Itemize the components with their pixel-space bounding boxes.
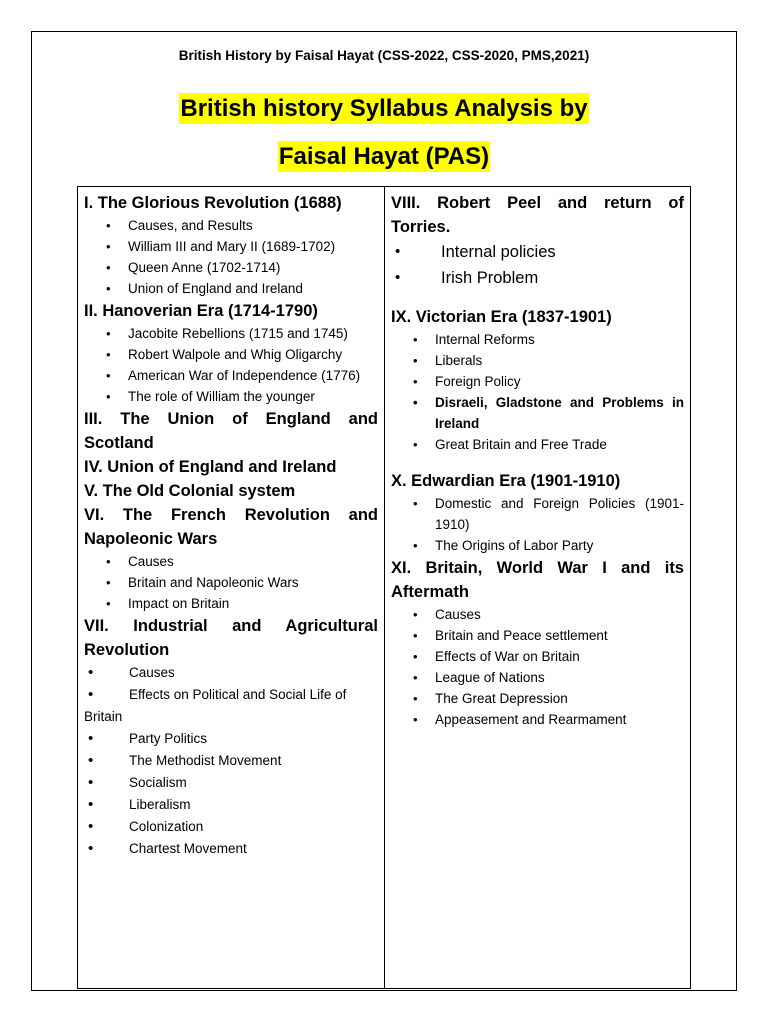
section-heading: VII. Industrial and Agricultural Revolution bbox=[84, 617, 378, 659]
list-item: • Causes bbox=[106, 551, 378, 572]
topic-list bbox=[84, 551, 378, 614]
list-item: • Union of England and Ireland bbox=[106, 278, 378, 299]
left-column bbox=[78, 187, 385, 988]
title-line-2: Faisal Hayat (PAS) bbox=[278, 143, 490, 170]
list-item: • Internal Reforms bbox=[413, 329, 684, 350]
section-heading: I. The Glorious Revolution (1688) bbox=[84, 194, 342, 212]
list-item: • Internal policies bbox=[391, 239, 684, 265]
list-item: • Robert Walpole and Whig Oligarchy bbox=[106, 344, 378, 365]
topic-list bbox=[391, 604, 684, 730]
list-item: • The Great Depression bbox=[413, 688, 684, 709]
list-item: • Causes, and Results bbox=[106, 215, 378, 236]
section-heading: IV. Union of England and Ireland bbox=[84, 458, 337, 476]
title-line-1: British history Syllabus Analysis by bbox=[180, 95, 588, 122]
list-item: • Socialism bbox=[84, 772, 378, 794]
topic-list bbox=[391, 329, 684, 455]
list-item: • Appeasement and Rearmament bbox=[413, 709, 684, 730]
list-item: • Causes bbox=[413, 604, 684, 625]
section-heading: XI. Britain, World War I and its Aftermath bbox=[391, 559, 684, 601]
list-item: • Party Politics bbox=[84, 728, 378, 750]
list-item: • Queen Anne (1702-1714) bbox=[106, 257, 378, 278]
list-item: • Liberalism bbox=[84, 794, 378, 816]
right-column bbox=[385, 187, 690, 988]
list-item: • Foreign Policy bbox=[413, 371, 684, 392]
section-heading: VI. The French Revolution and Napoleonic Wars bbox=[84, 506, 378, 548]
list-item: • American War of Independence (1776) bbox=[106, 365, 378, 386]
section-heading: VIII. Robert Peel and return of Torries. bbox=[391, 194, 684, 236]
list-item: • Jacobite Rebellions (1715 and 1745) bbox=[106, 323, 378, 344]
document-header: British History by Faisal Hayat (CSS-2022, CSS-2020, PMS,2021) bbox=[178, 48, 590, 63]
topic-list bbox=[84, 215, 378, 299]
topic-list bbox=[84, 323, 378, 407]
section-heading: II. Hanoverian Era (1714-1790) bbox=[84, 302, 318, 320]
list-item: • The Methodist Movement bbox=[84, 750, 378, 772]
topic-list bbox=[391, 493, 684, 556]
list-item: • Impact on Britain bbox=[106, 593, 378, 614]
list-item: • Irish Problem bbox=[391, 265, 684, 291]
list-item: • Effects on Political and Social Life of Britain bbox=[84, 684, 378, 728]
list-item: • Chartest Movement bbox=[84, 838, 378, 860]
section-heading: X. Edwardian Era (1901-1910) bbox=[391, 472, 621, 490]
syllabus-table bbox=[77, 186, 691, 989]
list-item: • Causes bbox=[84, 662, 378, 684]
list-item: • Domestic and Foreign Policies (1901-1910) bbox=[413, 493, 684, 535]
topic-list bbox=[84, 662, 378, 860]
list-item: • William III and Mary II (1689-1702) bbox=[106, 236, 378, 257]
list-item: • Britain and Peace settlement bbox=[413, 625, 684, 646]
list-item: • Great Britain and Free Trade bbox=[413, 434, 684, 455]
list-item: • Colonization bbox=[84, 816, 378, 838]
section-heading: V. The Old Colonial system bbox=[84, 482, 296, 500]
list-item: • Britain and Napoleonic Wars bbox=[106, 572, 378, 593]
list-item: • Liberals bbox=[413, 350, 684, 371]
list-item: • League of Nations bbox=[413, 667, 684, 688]
section-heading: IX. Victorian Era (1837-1901) bbox=[391, 308, 612, 326]
list-item: • Disraeli, Gladstone and Problems in Ireland bbox=[413, 392, 684, 434]
list-item: • The role of William the younger bbox=[106, 386, 378, 407]
list-item: • Effects of War on Britain bbox=[413, 646, 684, 667]
section-heading: III. The Union of England and Scotland bbox=[84, 410, 378, 452]
topic-list bbox=[391, 239, 684, 291]
list-item: • The Origins of Labor Party bbox=[413, 535, 684, 556]
